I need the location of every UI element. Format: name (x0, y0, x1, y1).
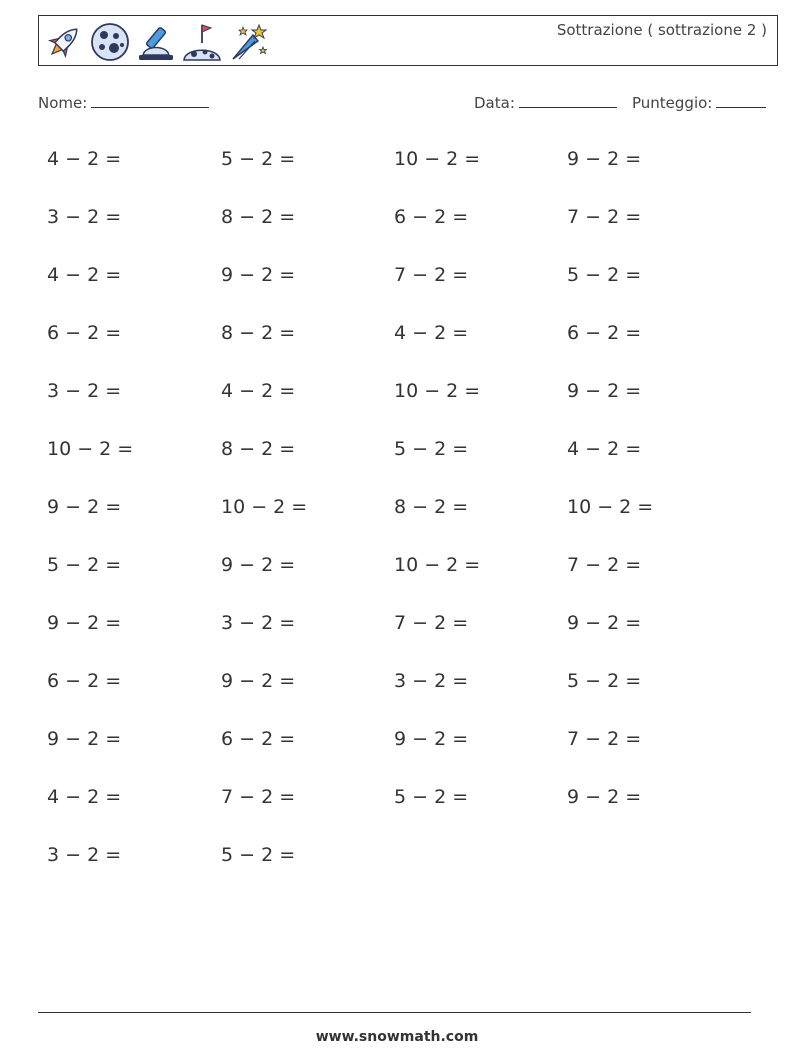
rocket-icon (43, 21, 85, 63)
problem-item: 5 − 2 = (394, 438, 469, 460)
problem-item: 9 − 2 = (567, 612, 642, 634)
score-blank[interactable] (716, 93, 766, 108)
problem-item: 9 − 2 = (567, 148, 642, 170)
problem-item: 9 − 2 = (47, 612, 122, 634)
score-field[interactable] (632, 93, 766, 112)
problem-item: 6 − 2 = (47, 670, 122, 692)
problem-item: 8 − 2 = (394, 496, 469, 518)
footer-url: www.snowmath.com (315, 1029, 479, 1045)
problem-item: 9 − 2 = (394, 728, 469, 750)
problem-item: 4 − 2 = (47, 264, 122, 286)
problem-item: 5 − 2 = (567, 670, 642, 692)
comet-icon (227, 21, 269, 63)
date-label: Data: (474, 94, 515, 112)
problem-item: 6 − 2 = (47, 322, 122, 344)
problem-item: 6 − 2 = (394, 206, 469, 228)
score-label: Punteggio: (632, 94, 713, 112)
problem-item: 6 − 2 = (567, 322, 642, 344)
problem-item: 10 − 2 = (394, 380, 481, 402)
problem-item: 9 − 2 = (567, 380, 642, 402)
problem-item: 5 − 2 = (47, 554, 122, 576)
problem-item: 3 − 2 = (47, 844, 122, 866)
problem-item: 5 − 2 = (221, 844, 296, 866)
problem-item: 7 − 2 = (567, 554, 642, 576)
telescope-icon (135, 21, 177, 63)
problem-item: 4 − 2 = (567, 438, 642, 460)
worksheet-title: Sottrazione ( sottrazione 2 ) (556, 21, 767, 39)
problem-item: 3 − 2 = (47, 206, 122, 228)
problem-item: 3 − 2 = (221, 612, 296, 634)
problem-item: 9 − 2 = (221, 554, 296, 576)
problem-item: 4 − 2 = (47, 786, 122, 808)
problem-item: 10 − 2 = (567, 496, 654, 518)
problem-item: 9 − 2 = (567, 786, 642, 808)
problem-item: 8 − 2 = (221, 438, 296, 460)
problem-item: 4 − 2 = (221, 380, 296, 402)
problem-item: 8 − 2 = (221, 322, 296, 344)
problem-item: 8 − 2 = (221, 206, 296, 228)
problem-item: 5 − 2 = (394, 786, 469, 808)
problem-item: 4 − 2 = (47, 148, 122, 170)
problem-item: 9 − 2 = (221, 670, 296, 692)
problem-item: 7 − 2 = (567, 206, 642, 228)
problem-item: 7 − 2 = (567, 728, 642, 750)
problem-item: 10 − 2 = (47, 438, 134, 460)
problem-item: 9 − 2 = (47, 728, 122, 750)
date-field[interactable] (474, 93, 617, 112)
header-icons (43, 21, 269, 63)
problem-item: 9 − 2 = (47, 496, 122, 518)
name-field[interactable] (38, 93, 209, 112)
moon-flag-icon (181, 21, 223, 63)
problem-item: 10 − 2 = (394, 148, 481, 170)
problem-item: 5 − 2 = (221, 148, 296, 170)
problem-item: 10 − 2 = (221, 496, 308, 518)
problem-item: 4 − 2 = (394, 322, 469, 344)
name-blank[interactable] (91, 93, 209, 108)
problem-item: 7 − 2 = (221, 786, 296, 808)
problem-item: 3 − 2 = (47, 380, 122, 402)
date-blank[interactable] (519, 93, 617, 108)
problem-item: 10 − 2 = (394, 554, 481, 576)
problem-item: 5 − 2 = (567, 264, 642, 286)
footer-divider (38, 1012, 751, 1013)
worksheet-header (38, 15, 778, 66)
problem-item: 9 − 2 = (221, 264, 296, 286)
problem-item: 3 − 2 = (394, 670, 469, 692)
problem-item: 7 − 2 = (394, 612, 469, 634)
moon-icon (89, 21, 131, 63)
name-label: Nome: (38, 94, 88, 112)
problem-item: 6 − 2 = (221, 728, 296, 750)
problem-item: 7 − 2 = (394, 264, 469, 286)
